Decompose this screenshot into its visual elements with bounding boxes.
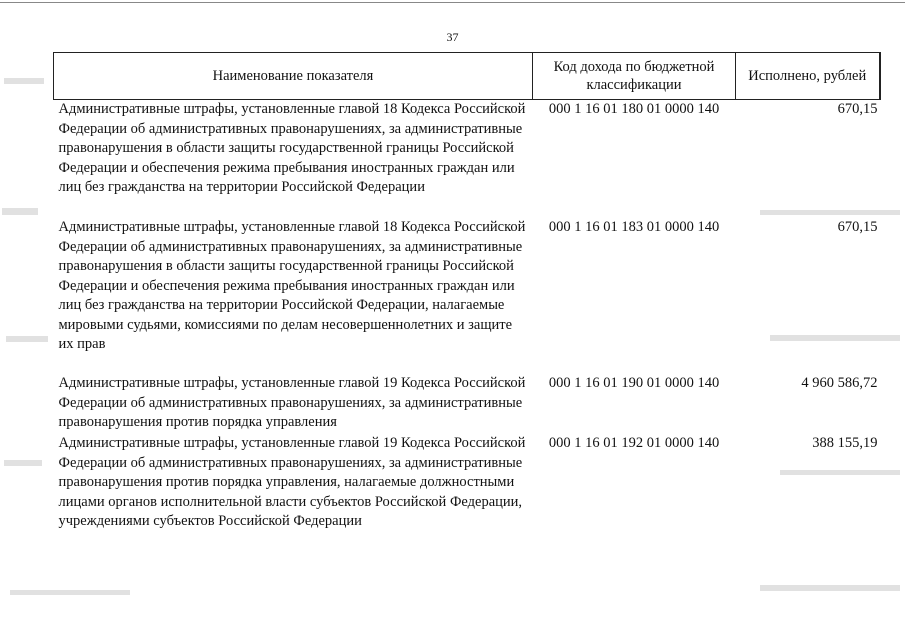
revenue-table [53,52,881,532]
header-sum: Исполнено, рублей [736,53,880,100]
table-row [54,434,880,532]
row-name: Административные штрафы, установленные главой 18 Кодекса Российской Федерации об административных правонарушениях, за административные правонарушения в области защиты государственной границы Российской Федерации и обеспечения режима пребывания иностранных граждан или лиц без гражданства на территории Российской Федерации [58,101,526,195]
row-sum: 388 155,19 [812,435,878,451]
table-row [54,218,880,374]
header-row [54,53,880,100]
scan-noise [10,590,130,595]
row-sum: 4 960 586,72 [801,375,878,391]
row-name: Административные штрафы, установленные главой 19 Кодекса Российской Федерации об административных правонарушениях, за административные правонарушения против порядка управления, налагаемые должностными лицами органов исполнительной власти субъектов Российской Федерации, учреждениями субъектов Российской Федерации [58,435,526,529]
row-code: 000 1 16 01 180 01 0000 140 [548,101,720,117]
scan-noise [770,335,900,341]
page-number: 37 [446,30,459,44]
row-code: 000 1 16 01 183 01 0000 140 [548,219,720,235]
row-code: 000 1 16 01 192 01 0000 140 [548,435,720,451]
scan-noise [4,460,42,466]
scan-noise [760,585,900,591]
header-code: Код дохода по бюджетной классификации [533,53,736,100]
scan-noise [780,470,900,475]
row-sum: 670,15 [837,101,878,117]
scan-noise [760,210,900,215]
row-name: Административные штрафы, установленные главой 18 Кодекса Российской Федерации об административных правонарушениях, за административные правонарушения в области защиты государственной границы Российской Федерации и обеспечения режима пребывания иностранных граждан или лиц без гражданства на территории Российской Федерации, налагаемые мировыми судьями, комиссиями по делам несовершеннолетних и защите их прав [58,219,526,352]
table-row [54,100,880,219]
row-name: Административные штрафы, установленные главой 19 Кодекса Российской Федерации об административных правонарушениях, за административные правонарушения против порядка управления [58,375,526,430]
header-name: Наименование показателя [54,53,533,100]
scan-noise [2,208,38,215]
scan-noise [4,78,44,84]
row-sum: 670,15 [837,219,878,235]
table-header [54,53,880,100]
scan-noise [6,336,48,342]
table-body [54,100,880,532]
top-border-line [0,2,905,3]
table-row [54,374,880,434]
row-code: 000 1 16 01 190 01 0000 140 [548,375,720,391]
